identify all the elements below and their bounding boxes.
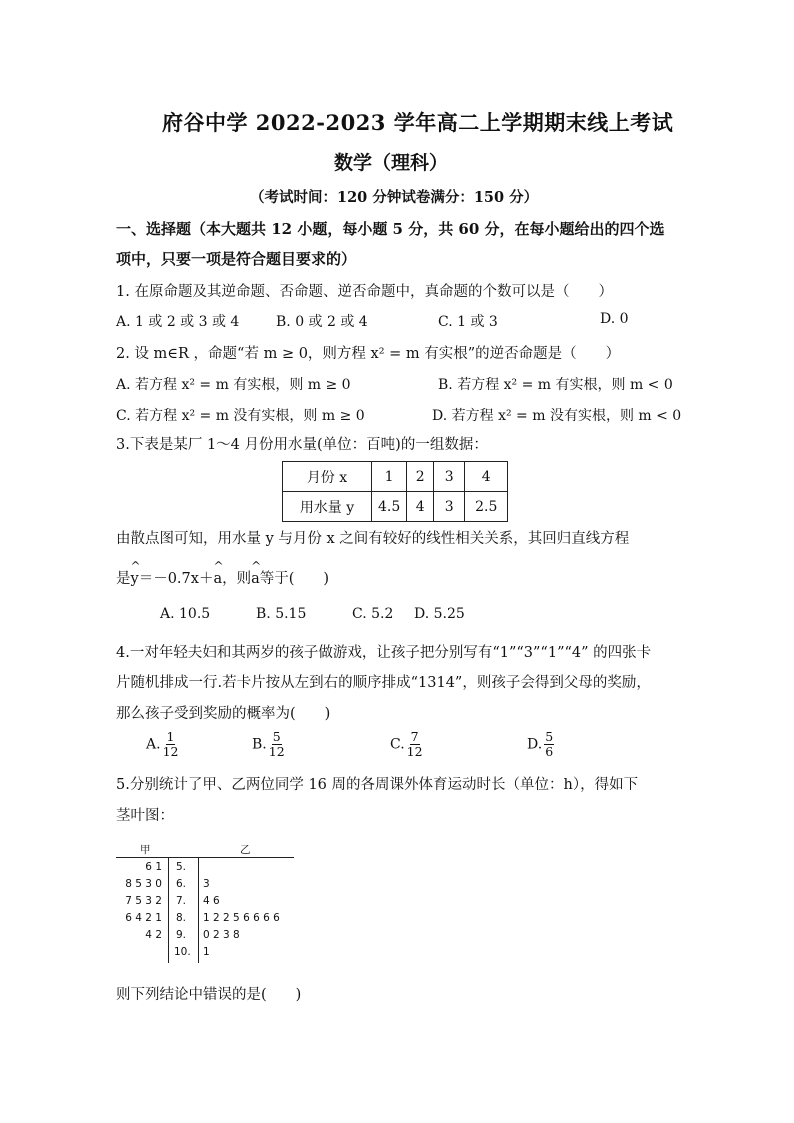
y-hat: ^ y	[131, 571, 139, 587]
q2-option-c: C. 若方程 x² = m 没有实根，则 m ≥ 0	[116, 408, 365, 424]
q2-stem: 2. 设 m∈R ，命题“若 m ≥ 0，则方程 x² = m 有实根”的逆否命题是（ ）	[116, 346, 621, 362]
leaf-left: 4 2	[145, 929, 162, 941]
fraction	[269, 730, 285, 759]
q1-option-b: B. 0 或 2 或 4	[276, 314, 368, 330]
table-cell: 2	[407, 462, 434, 492]
stem-value: 7.	[176, 895, 187, 907]
stem-leaf-divider-left	[168, 857, 169, 963]
stem-value: 5.	[176, 861, 187, 873]
q3-option-c: C. 5.2	[352, 606, 394, 622]
q2-option-a: A. 若方程 x² = m 有实根，则 m ≥ 0	[116, 377, 351, 393]
q5-line3: 则下列结论中错误的是( )	[116, 987, 302, 1003]
q3-stem: 3.下表是某厂 1～4 月份用水量(单位：百吨)的一组数据：	[116, 437, 488, 453]
q4-line1: 4.一对年轻夫妇和其两岁的孩子做游戏，让孩子把分别写有“1”“3”“1”“4” 的四张卡	[116, 645, 652, 661]
numerator: 7	[410, 729, 419, 744]
fraction	[407, 730, 423, 759]
leaf-right: 1 2 2 5 6 6 6 6	[203, 912, 280, 924]
leaf-left: 6 4 2 1	[125, 912, 162, 924]
table-cell: 月份 x	[283, 462, 372, 492]
q4-line2: 片随机排成一行.若卡片按从左到右的顺序排成“1314”，则孩子会得到父母的奖励，	[116, 675, 651, 691]
stem-value: 8.	[176, 912, 187, 924]
q1-option-c: C. 1 或 3	[438, 314, 498, 330]
q5-line2: 茎叶图：	[116, 808, 174, 824]
denominator: 12	[268, 744, 285, 759]
stem-value: 10.	[174, 946, 191, 958]
option-label: C.	[390, 736, 405, 753]
q2-option-d: D. 若方程 x² = m 没有实根，则 m < 0	[432, 408, 682, 424]
leaf-right: 3	[203, 878, 210, 890]
q2-option-b: B. 若方程 x² = m 有实根，则 m < 0	[438, 377, 673, 393]
q1-option-d: D. 0	[600, 311, 629, 327]
denominator: 6	[545, 744, 554, 759]
q3-text: 是	[116, 571, 131, 587]
q4-option-c	[390, 730, 423, 759]
leaf-right: 4 6	[203, 895, 220, 907]
table-cell: 1	[372, 462, 407, 492]
a-hat: ^ a	[213, 571, 222, 587]
q3-line2	[116, 567, 329, 588]
option-label: B.	[252, 736, 267, 753]
table-row	[283, 492, 508, 522]
q3-option-d: D. 5.25	[414, 606, 465, 622]
table-cell: 用水量 y	[283, 492, 372, 522]
q3-text: ，则	[222, 571, 252, 587]
exam-title: 府谷中学 2022-2023 学年高二上学期期末线上考试	[162, 110, 674, 135]
q3-text: 等于( )	[259, 571, 330, 587]
table-cell: 4	[465, 462, 508, 492]
stem-leaf-header-left: 甲	[140, 844, 151, 856]
q1-stem: 1. 在原命题及其逆命题、否命题、逆否命题中，真命题的个数可以是（ ）	[116, 284, 613, 300]
q3-text: ＝－0.7x＋	[138, 571, 214, 587]
leaf-right: 0 2 3 8	[203, 929, 240, 941]
water-usage-table	[282, 461, 508, 522]
table-cell: 3	[434, 462, 465, 492]
table-cell: 4	[407, 492, 434, 522]
denominator: 12	[406, 744, 423, 759]
stem-leaf-header-right: 乙	[240, 844, 251, 856]
table-cell: 2.5	[465, 492, 508, 522]
leaf-left: 7 5 3 2	[125, 895, 162, 907]
option-label: A.	[146, 736, 161, 753]
section-heading-line2: 项中，只要一项是符合题目要求的）	[116, 250, 357, 268]
q1-option-a: A. 1 或 2 或 3 或 4	[116, 314, 240, 330]
fraction	[544, 730, 554, 759]
option-label: D.	[527, 736, 543, 753]
table-cell: 3	[434, 492, 465, 522]
leaf-left: 6 1	[145, 861, 162, 873]
table-cell: 4.5	[372, 492, 407, 522]
q4-option-a	[146, 730, 178, 759]
stem-leaf-divider-right	[198, 857, 199, 963]
q5-line1: 5.分别统计了甲、乙两位同学 16 周的各周课外体育运动时长（单位：h），得如下	[116, 777, 639, 793]
q3-line1: 由散点图可知，用水量 y 与月份 x 之间有较好的线性相关关系，其回归直线方程	[116, 531, 630, 547]
q4-option-b	[252, 730, 285, 759]
stem-value: 6.	[176, 878, 187, 890]
exam-time-note: （考试时间：120 分钟试卷满分：150 分）	[250, 189, 539, 206]
stem-leaf-plot	[116, 840, 296, 964]
numerator: 1	[166, 729, 175, 744]
q4-option-d	[527, 730, 554, 759]
a-hat: ^ a	[251, 571, 260, 587]
stem-value: 9.	[176, 929, 187, 941]
fraction	[163, 730, 179, 759]
numerator: 5	[545, 729, 554, 744]
denominator: 12	[162, 744, 179, 759]
q3-option-a: A. 10.5	[160, 606, 211, 622]
stem-leaf-header-rule	[116, 857, 294, 858]
q3-option-b: B. 5.15	[256, 606, 307, 622]
exam-subtitle: 数学（理科）	[334, 152, 449, 174]
numerator: 5	[272, 729, 281, 744]
leaf-left: 8 5 3 0	[125, 878, 162, 890]
leaf-right: 1	[203, 946, 210, 958]
q4-line3: 那么孩子受到奖励的概率为( )	[116, 706, 331, 722]
table-row	[283, 462, 508, 492]
section-heading-line1: 一、选择题（本大题共 12 小题，每小题 5 分，共 60 分，在每小题给出的四个选	[116, 220, 665, 238]
